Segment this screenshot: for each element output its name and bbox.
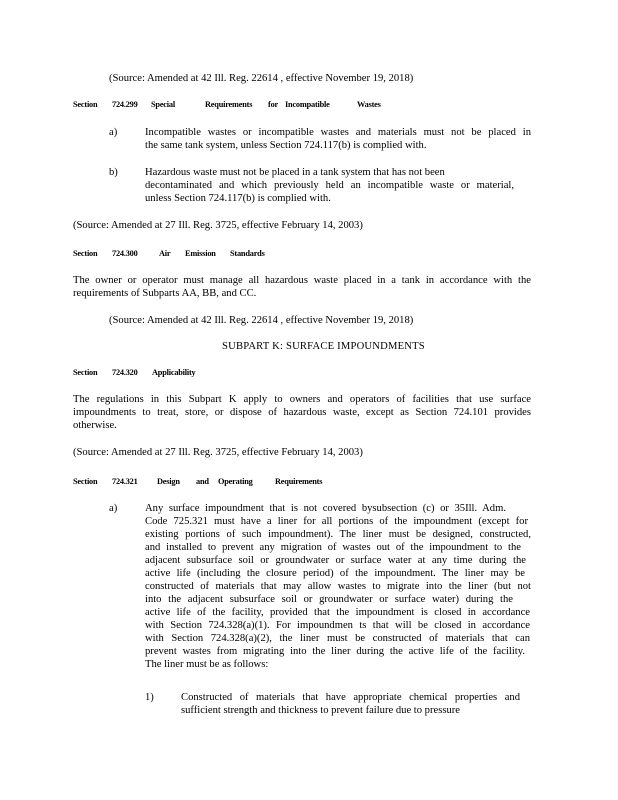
item-label: 1) <box>145 692 154 703</box>
paragraph-line: requirements of Subparts AA, BB, and CC. <box>73 288 257 299</box>
section-title-word: Wastes <box>357 100 381 109</box>
paragraph-line: impoundments to treat, store, or dispose of hazardous waste, except as Section 724.101 provides <box>73 407 531 418</box>
section-title-word: Operating <box>218 477 253 486</box>
source-note: (Source: Amended at 27 Ill. Reg. 3725, effective February 14, 2003) <box>73 220 363 231</box>
section-number: 724.299 <box>112 100 138 109</box>
paragraph-line: and installed to prevent any migration of wastes out of the impoundment to the <box>145 542 521 553</box>
section-title-word: for <box>268 100 278 109</box>
section-title-word: Emission <box>185 249 216 258</box>
section-title-word: Applicability <box>152 368 196 377</box>
paragraph-line: into the adjacent subsurface soil or groundwater or surface water) during the <box>145 594 513 605</box>
paragraph-line: with Section 724.328(a)(1). For impoundmen ts that will be closed in accordance <box>145 620 530 631</box>
section-title-word: Air <box>159 249 171 258</box>
paragraph-line: Incompatible wastes or incompatible wastes and materials must not be placed in <box>145 127 531 138</box>
subpart-heading: SUBPART K: SURFACE IMPOUNDMENTS <box>222 341 425 352</box>
item-label: a) <box>109 503 118 514</box>
paragraph-line: decontaminated and which previously held an incompatible waste or material, <box>145 180 514 191</box>
paragraph-line: with Section 724.328(a)(2), the liner must be constructed of materials that can <box>145 633 530 644</box>
item-label: b) <box>109 167 118 178</box>
section-title-word: and <box>196 477 209 486</box>
section-title-word: Requirements <box>275 477 323 486</box>
paragraph-line: Any surface impoundment that is not covered bysubsection (c) or 35Ill. Adm. <box>145 503 506 514</box>
paragraph-line: Hazardous waste must not be placed in a tank system that has not been <box>145 167 445 178</box>
paragraph-line: adjacent subsurface soil or groundwater or surface water at any time during the <box>145 555 526 566</box>
paragraph-line: The regulations in this Subpart K apply to owners and operators of facilities that use surface <box>73 394 531 405</box>
section-word: Section <box>73 249 98 258</box>
section-title-word: Design <box>157 477 180 486</box>
section-word: Section <box>73 100 98 109</box>
source-note: (Source: Amended at 42 Ill. Reg. 22614 , effective November 19, 2018) <box>109 315 414 326</box>
section-number: 724.300 <box>112 249 138 258</box>
paragraph-line: constructed of materials that may allow wastes to migrate into the liner (but not <box>145 581 531 592</box>
paragraph-line: sufficient strength and thickness to prevent failure due to pressure <box>181 705 460 716</box>
paragraph-line: existing portions of such impoundment). The liner must be designed, constructed, <box>145 529 531 540</box>
section-title-word: Requirements <box>205 100 253 109</box>
section-word: Section <box>73 477 98 486</box>
paragraph-line: Code 725.321 must have a liner for all portions of the impoundment (except for <box>145 516 528 527</box>
section-number: 724.321 <box>112 477 138 486</box>
paragraph-line: active life of the facility, provided that the impoundment is closed in accordance <box>145 607 530 618</box>
paragraph-line: Constructed of materials that have appropriate chemical properties and <box>181 692 520 703</box>
section-title-word: Incompatible <box>285 100 330 109</box>
paragraph-line: The owner or operator must manage all hazardous waste placed in a tank in accordance with the <box>73 275 531 286</box>
paragraph-line: The liner must be as follows: <box>145 659 269 670</box>
section-title-word: Special <box>151 100 175 109</box>
paragraph-line: the same tank system, unless Section 724.117(b) is complied with. <box>145 140 427 151</box>
section-word: Section <box>73 368 98 377</box>
paragraph-line: prevent wastes from migrating into the liner during the active life of the facility. <box>145 646 525 657</box>
paragraph-line: otherwise. <box>73 420 117 431</box>
source-note: (Source: Amended at 42 Ill. Reg. 22614 , effective November 19, 2018) <box>109 73 414 84</box>
source-note: (Source: Amended at 27 Ill. Reg. 3725, effective February 14, 2003) <box>73 447 363 458</box>
section-number: 724.320 <box>112 368 138 377</box>
paragraph-line: unless Section 724.117(b) is complied with. <box>145 193 331 204</box>
section-title-word: Standards <box>230 249 265 258</box>
item-label: a) <box>109 127 118 138</box>
paragraph-line: active life (including the closure period) of the impoundment. The liner may be <box>145 568 525 579</box>
